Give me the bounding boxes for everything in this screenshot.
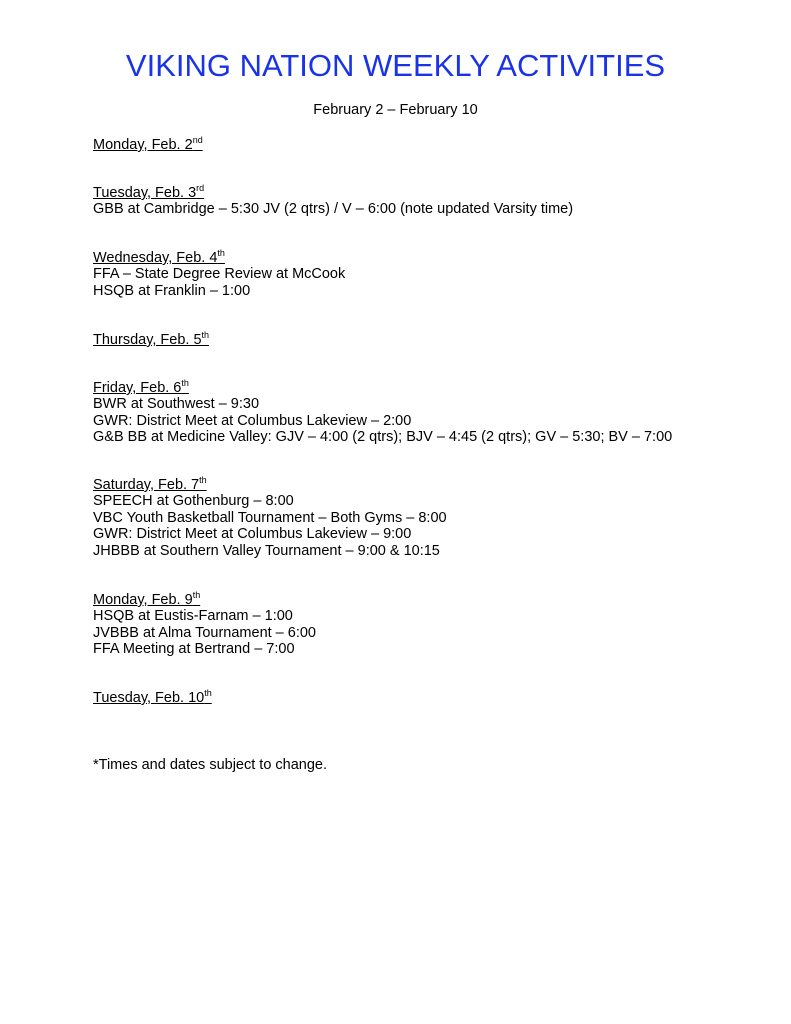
event-item: SPEECH at Gothenburg – 8:00 [93,493,294,510]
day-heading: Saturday, Feb. 7th [93,475,207,493]
event-item: GBB at Cambridge – 5:30 JV (2 qtrs) / V – 6:00 (note updated Varsity time) [93,201,574,218]
day-section-tuesday-feb-10 [93,690,773,706]
day-section-monday-feb-9 [93,592,773,658]
day-heading: Monday, Feb. 2nd [93,135,203,153]
event-item: VBC Youth Basketball Tournament – Both Gyms – 8:00 [93,509,447,526]
footnote: *Times and dates subject to change. [93,757,328,773]
event-item: JHBBB at Southern Valley Tournament – 9:00 & 10:15 [93,542,440,559]
day-heading: Monday, Feb. 9th [93,590,201,608]
day-section-wednesday-feb-4 [93,250,773,299]
event-item: BWR at Southwest – 9:30 [93,396,260,413]
day-section-saturday-feb-7 [93,477,773,559]
day-section-tuesday-feb-3 [93,185,773,218]
day-heading: Tuesday, Feb. 10th [93,688,212,706]
day-section-friday-feb-6 [93,380,773,446]
event-item: GWR: District Meet at Columbus Lakeview – 2:00 [93,412,412,429]
day-heading: Friday, Feb. 6th [93,378,189,396]
day-heading: Wednesday, Feb. 4th [93,248,225,266]
event-item: JVBBB at Alma Tournament – 6:00 [93,624,317,641]
event-item: HSQB at Franklin – 1:00 [93,282,251,299]
day-heading: Thursday, Feb. 5th [93,330,210,348]
event-item: HSQB at Eustis-Farnam – 1:00 [93,608,293,625]
day-section-monday-feb-2 [93,137,773,153]
day-heading: Tuesday, Feb. 3rd [93,183,205,201]
date-range: February 2 – February 10 [313,102,478,118]
event-item: G&B BB at Medicine Valley: GJV – 4:00 (2 qtrs); BJV – 4:45 (2 qtrs); GV – 5:30; BV – 7:00 [93,429,673,446]
event-item: GWR: District Meet at Columbus Lakeview – 9:00 [93,526,412,543]
event-item: FFA Meeting at Bertrand – 7:00 [93,641,295,658]
page-title: VIKING NATION WEEKLY ACTIVITIES [125,48,666,83]
event-item: FFA – State Degree Review at McCook [93,266,346,283]
day-section-thursday-feb-5 [93,332,773,348]
